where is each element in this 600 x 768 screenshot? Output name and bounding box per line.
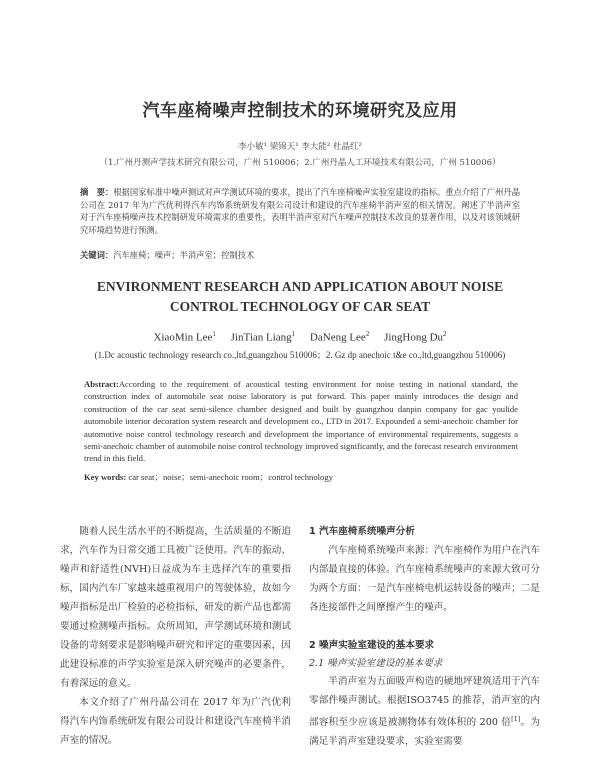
chinese-abstract-text: 根据国家标准中噪声测试对声学测试环境的要求，提出了汽车座椅噪声实验室建设的指标。重点介绍了广州丹晶公司在 2017 年为广汽优利得汽车内饰系统研发有限公司设计和建设的汽车座椅半消声室的相关情况。阐述了半消声室对于汽车座椅噪声技术控制研发环境需求的重要性，表明半消声室对汽车噪声控制技术改良的显著作用，以及对该领域研究环境趋势进行预测。 (80, 187, 520, 235)
english-affiliation: (1.Dc acoustic technology research co.,ltd,guangzhou 510006；2. Gz dp anechoic t&e co.,ltd,guangzhou 510006) (94, 350, 506, 360)
author-affil-mark: 2 (365, 330, 370, 338)
body-right-column (309, 522, 540, 751)
section-2-1-text-b: 。为满足半消声室建设要求，实验室需要 (309, 717, 540, 748)
chinese-keywords (80, 249, 520, 261)
section-2-1-text-a: 半消声室为五面吸声构造的硬地坪建筑适用于汽车零部件噪声测试。根据ISO3745 的推荐，消声室的内部容积至少应该是被测物体有效体积的 200 倍 (309, 676, 540, 729)
section-2-heading: 2 噪声实验室建设的基本要求 (309, 640, 435, 651)
english-keywords-label: Key words: (84, 472, 127, 482)
author-name: JingHong Du (384, 331, 444, 344)
body-paragraph: 本文介绍了广州丹晶公司在 2017 年为广汽优利得汽车内饰系统研发有限公司设计和建设汽车座椅半消声室的情况。 (60, 697, 291, 746)
section-2-1-heading: 2.1 噪声实验室建设的基本要求 (309, 658, 443, 669)
english-keywords-text: car seat；noise；semi-anechoic room；control technology (126, 472, 333, 482)
chinese-title: 汽车座椅噪声控制技术的环境研究及应用 (142, 101, 458, 121)
body-left-column (60, 522, 291, 750)
author-name: XiaoMin Lee (153, 331, 213, 344)
author-affil-mark: 1 (212, 330, 216, 338)
author-name: JinTian Liang (230, 331, 292, 344)
author-name: DaNeng Lee (309, 331, 366, 344)
chinese-keywords-text: 汽车座椅；噪声；半消声室；控制技术 (113, 250, 255, 260)
body-paragraph: 随着人民生活水平的不断提高，生活质量的不断追求，汽车作为日常交通工具被广泛使用。汽车的振动、噪声和舒适性(NVH)日益成为车主选择汽车的重要指标，国内汽车厂家越来越重视用户的驾驶体验，故如今噪声指标是出厂检验的必检指标，研发的新产品也都需要通过检测噪声指标。众所周知，声学测试环境和测试设备的苛刻要求是影响噪声研究和评定的重要因素，因此建设标准的声学实验室是深入研究噪声的必要条件，有着深远的意义。 (60, 526, 291, 689)
chinese-abstract-label: 摘 要： (80, 187, 114, 197)
author-affil-mark: 1 (291, 330, 296, 338)
english-authors (0, 330, 600, 344)
citation-ref: [1] (511, 715, 521, 723)
english-abstract (84, 378, 518, 465)
section-2-1-paragraph (309, 672, 540, 751)
chinese-affiliation: （1.广州丹测声学技术研究有限公司，广州 510006；2.广州丹晶人工环境技术有限公司，广州 510006） (99, 158, 501, 168)
english-title: ENVIRONMENT RESEARCH AND APPLICATION ABOUT NOISE CONTROL TECHNOLOGY OF CAR SEAT (96, 279, 504, 314)
english-abstract-label: Abstract: (84, 379, 119, 389)
section-1-heading: 1 汽车座椅系统噪声分析 (309, 526, 415, 537)
chinese-abstract (80, 186, 520, 236)
chinese-keywords-label: 关键词： (80, 250, 114, 260)
chinese-authors: 李小敏¹ 梁锦天¹ 李大能² 杜晶红² (238, 142, 362, 152)
section-1-paragraph: 汽车座椅系统噪声来源：汽车座椅作为用户在汽车内部最直接的体验。汽车座椅系统噪声的来源大致可分为两个方面：一是汽车座椅电机运转设备的噪声；二是各连接部件之间摩擦产生的噪声。 (309, 545, 540, 613)
author-affil-mark: 2 (443, 330, 447, 338)
english-keywords (84, 471, 518, 483)
english-abstract-text: According to the requirement of acoustical testing environment for noise testing in national standard, the construction index of automobile seat noise laboratory is put forward. This paper mainly introduces the design and construction of the car seat semi-silence chamber designed and built by guangzhou danpin company for gac youlide automobile interior decoration system research and development co., LTD in 2017. Expounded a semi-anechoic chamber for automotive noise control technology research and development the importance of environmental requirements, suggests a semi-anechoic chamber of automobile noise control technology improved significantly, and the forecast research environment trend in this field. (84, 379, 518, 464)
